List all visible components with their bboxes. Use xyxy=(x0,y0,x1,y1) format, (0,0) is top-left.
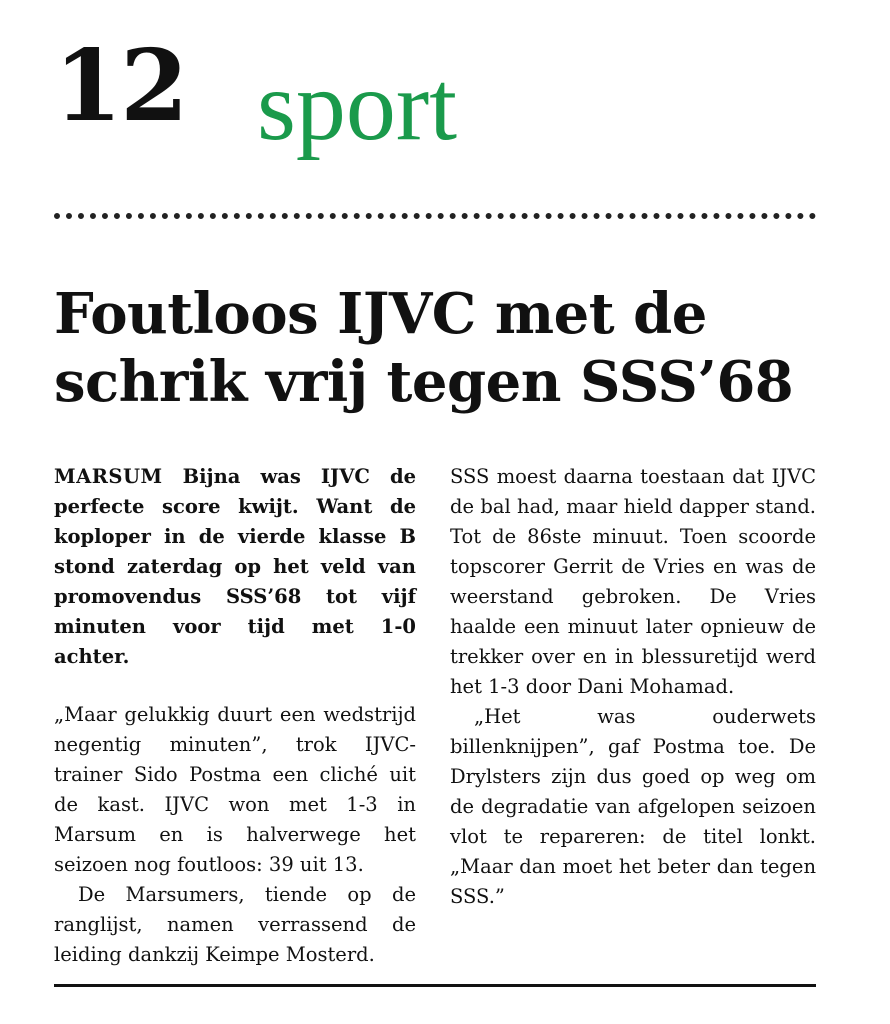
article-column-left xyxy=(54,462,416,970)
article-paragraph: SSS moest daarna toestaan dat IJVC de bal had, maar hield dapper stand. Tot de 86ste minuut. Toen scoorde topscorer Gerrit de Vries en was de weerstand gebroken. De Vries haalde een minuut later opnieuw de trekker over en in blessuretijd werd het 1-3 door Dani Mohamad. xyxy=(450,465,816,698)
page-number: 12 xyxy=(54,29,187,144)
article-intro xyxy=(54,462,416,672)
article-column-right xyxy=(450,462,816,912)
article-paragraph: „Maar gelukkig duurt een wedstrijd negentig minuten”, trok IJVC-trainer Sido Postma een cliché uit de kast. IJVC won met 1-3 in Marsum en is halverwege het seizoen nog foutloos: 39 uit 13. xyxy=(54,703,416,876)
section-title: sport xyxy=(257,50,457,161)
dateline: MARSUM xyxy=(54,465,163,488)
dotted-divider xyxy=(54,213,816,219)
intro-text: Bijna was IJVC de perfecte score kwijt. Want de koploper in de vierde klasse B stond zaterdag op het veld van promovendus SSS’68 tot vijf minuten voor tijd met 1-0 achter. xyxy=(54,465,417,668)
article-paragraph: De Marsumers, tiende op de ranglijst, namen verrassend de leiding dankzij Keimpe Mosterd. xyxy=(54,883,416,966)
article-headline: Foutloos IJVC met de schrik vrij tegen SSS’68 xyxy=(54,281,794,415)
article-paragraph: „Het was ouderwets billenknijpen”, gaf Postma toe. De Drylsters zijn dus goed op weg om de degradatie van afgelopen seizoen vlot te repareren: de titel lonkt. „Maar dan moet het beter dan tegen SSS.” xyxy=(450,705,816,908)
bottom-divider xyxy=(54,984,816,987)
